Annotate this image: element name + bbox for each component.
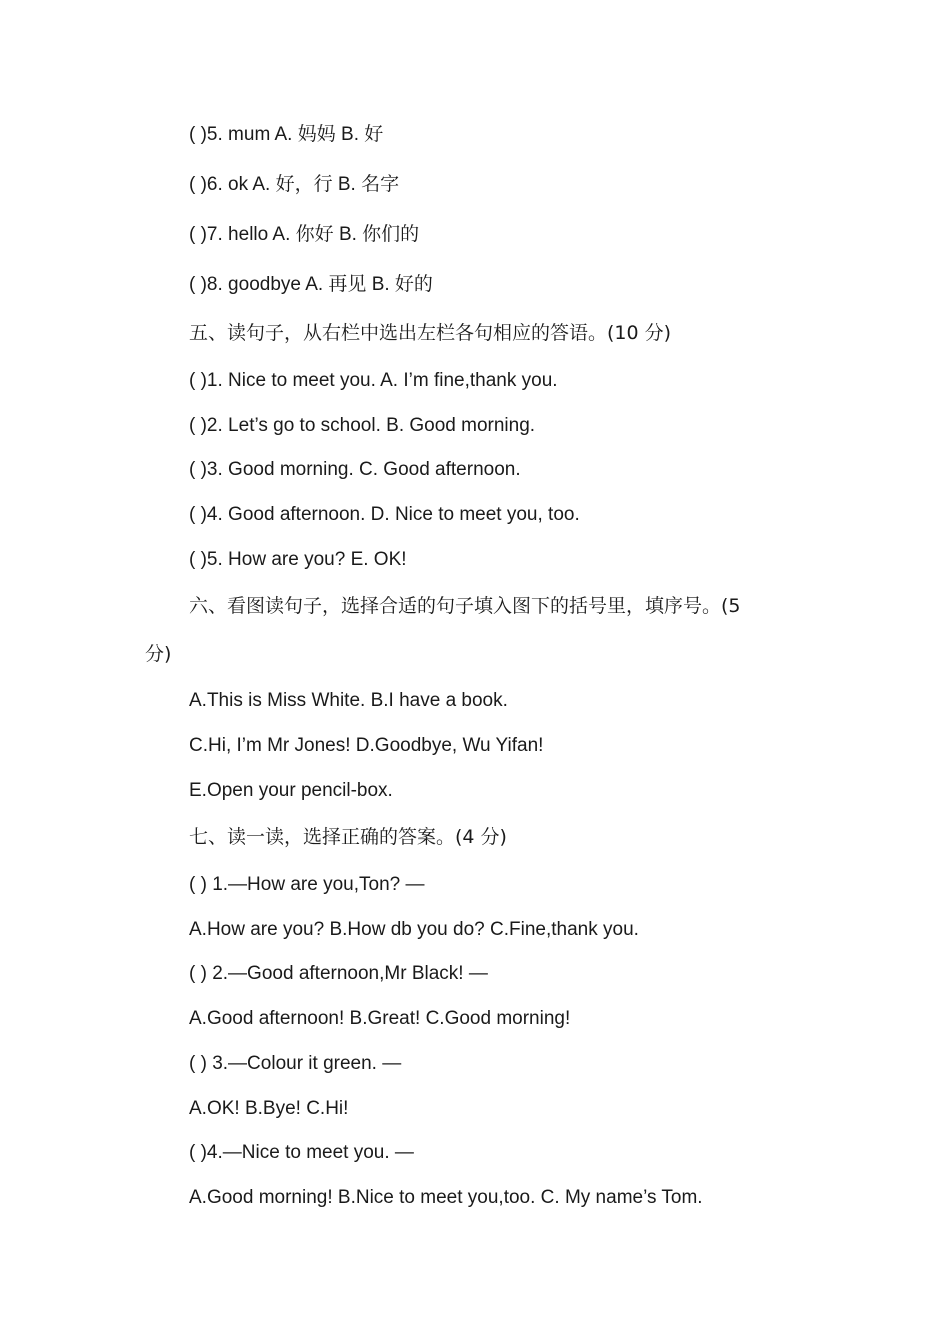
- sentence-options-cd: C.Hi, I’m Mr Jones! D.Goodbye, Wu Yifan!: [189, 735, 544, 756]
- question-3: ( ) 3.—Colour it green. —: [189, 1053, 402, 1074]
- match-item-2: ( )2. Let’s go to school. B. Good morning.: [189, 415, 536, 436]
- question-2: ( ) 2.—Good afternoon,Mr Black! —: [189, 963, 488, 984]
- question-2-options: A.Good afternoon! B.Great! C.Good morning!: [189, 1008, 571, 1029]
- vocab-item-6: ( )6. ok A. 好，行 B. 名字: [189, 174, 400, 195]
- question-1-options: A.How are you? B.How db you do? C.Fine,thank you.: [189, 919, 639, 940]
- vocab-item-7: ( )7. hello A. 你好 B. 你们的: [189, 224, 420, 245]
- question-4-options: A.Good morning! B.Nice to meet you,too. C. My name’s Tom.: [189, 1187, 703, 1208]
- question-3-options: A.OK! B.Bye! C.Hi!: [189, 1098, 349, 1119]
- vocab-item-8: ( )8. goodbye A. 再见 B. 好的: [189, 274, 433, 295]
- match-item-4: ( )4. Good afternoon. D. Nice to meet you, too.: [189, 504, 580, 525]
- section-7-heading: 七、读一读，选择正确的答案。(4 分): [189, 826, 507, 848]
- question-1: ( ) 1.—How are you,Ton? —: [189, 874, 425, 895]
- match-item-5: ( )5. How are you? E. OK!: [189, 549, 407, 570]
- section-5-heading: 五、读句子，从右栏中选出左栏各句相应的答语。(10 分): [189, 322, 672, 344]
- match-item-3: ( )3. Good morning. C. Good afternoon.: [189, 459, 521, 480]
- sentence-options-ab: A.This is Miss White. B.I have a book.: [189, 690, 508, 711]
- sentence-option-e: E.Open your pencil-box.: [189, 780, 393, 801]
- question-4: ( )4.—Nice to meet you. —: [189, 1142, 414, 1163]
- vocab-item-5: ( )5. mum A. 妈妈 B. 好: [189, 124, 384, 145]
- section-6-heading: 六、看图读句子，选择合适的句子填入图下的括号里，填序号。(5: [189, 595, 741, 617]
- match-item-1: ( )1. Nice to meet you. A. I’m fine,thank you.: [189, 370, 558, 391]
- section-6-heading-cont: 分): [145, 643, 172, 665]
